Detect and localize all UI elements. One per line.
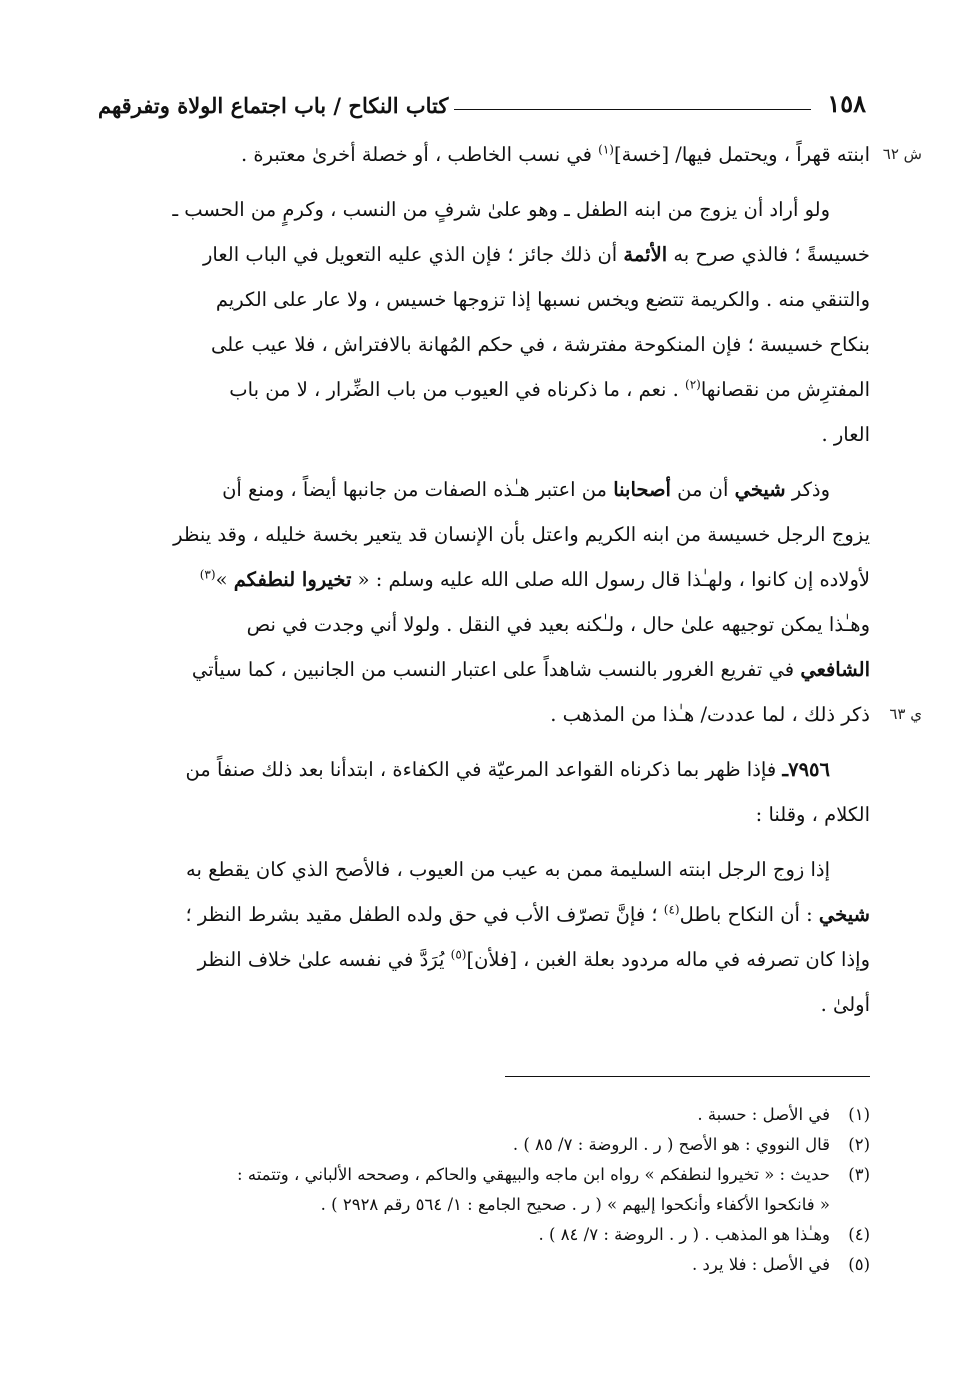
text-line: وإذا كان تصرفه في ماله مردود بعلة الغبن ، [فلأن]$^{(٥)}$ يُرَدَّ في نفسه علىٰ خلاف النظر (197, 947, 870, 971)
text-line: خسيسةً ؛ فالذي صرح به الأئمة أن ذلك جائز ؛ فإن الذي عليه التعويل في الباب العار (203, 243, 870, 266)
text-line: الشافعي في تفريع الغرور بالنسب شاهداً على اعتبار النسب من الجانبين ، كما سيأتي (191, 658, 870, 681)
issue-number: ٧٩٥٦ـ (782, 758, 830, 781)
footnotes (96, 1100, 870, 1280)
text-line: الكلام ، وقلنا : (755, 803, 870, 826)
text-line: العار . (821, 423, 870, 446)
text-line: إذا زوج الرجل ابنته السليمة ممن به عيب من العيوب ، فالأصح الذي كان يقطع به (185, 858, 830, 881)
text-line: وذكر شيخي أن من أصحابنا من اعتبر هـٰذه الصفات من جانبها أيضاً ، ومنع أن (222, 478, 830, 501)
text-line: ي ٦٣ ذكر ذلك ، لما عددت/ هـٰذا من المذهب . (96, 692, 870, 737)
text-line: ولو أراد أن يزوج من ابنه الطفل ـ وهو علىٰ شرفٍ من النسب ، وكرمٍ من الحسب ـ (172, 198, 830, 221)
paragraph (96, 847, 870, 1027)
footnote-continuation: « فانكحوا الأكفاء وأنكحوا إليهم » ( ر . صحيح الجامع : ١/ ٥٦٤ رقم ٢٩٢٨ ) . (320, 1195, 830, 1214)
margin-note-manuscript-y: ي ٦٣ (889, 705, 922, 723)
text-line: المفترِش من نقصانها$^{(٢)}$ . نعم ، ما ذكرناه في العيوب من باب الضِّرار ، لا من باب (229, 377, 870, 401)
text-line: والتنقي منه . والكريمة تتضع ويخس نسبها إذا تزوجها خسيس ، ولا عار على الكريم (215, 288, 870, 311)
footnote: (٣) حديث : « تخيروا لنطفكم » رواه ابن ماجه والبيهقي والحاكم ، وصححه الألباني ، وتتمته : (237, 1165, 870, 1184)
footnote: (٤) وهـٰذا هو المذهب . ( ر . الروضة : ٧/ ٨٤ ) . (538, 1225, 870, 1244)
paragraph (96, 187, 870, 457)
paragraph (96, 747, 870, 837)
running-header (98, 82, 866, 118)
text-line: يزوج الرجل خسيسة من ابنه الكريم واعتل بأن الإنسان قد يتعير بخسة خليله ، وقد ينظر (173, 523, 870, 546)
chapter-title: كتاب النكاح / باب اجتماع الولاة وتفرقهم (98, 93, 449, 118)
paragraph (96, 467, 922, 737)
text-line: ش ٦٢ ابنته قهراً ، ويحتمل فيها/ [خسة]$^{(١)}$ في نسب الخاطب ، أو خصلة أخرىٰ معتبرة . (96, 132, 870, 177)
margin-note-manuscript-sh: ش ٦٢ (882, 145, 922, 163)
footnote: (٢) قال النووي : هو الأصح ( ر . الروضة : ٧/ ٨٥ ) . (512, 1135, 870, 1154)
footnote: (١) في الأصل : حسبة . (697, 1105, 870, 1124)
header-rule (454, 109, 811, 110)
page-number: ١٥٨ (827, 89, 866, 118)
text-line: ٧٩٥٦ـ فإذا ظهر بما ذكرناه القواعد المرعيّة في الكفاءة ، ابتدأنا بعد ذلك صنفاً من (185, 758, 830, 781)
text-line: بنكاح خسيسة ؛ فإن المنكوحة مفترشة ، في حكم المُهانة بالافتراش ، فلا عيب على (210, 333, 870, 356)
text-line: أولىٰ . (820, 993, 870, 1016)
footnote: (٥) في الأصل : فلا يرد . (692, 1255, 870, 1274)
text-line: وهـٰذا يمكن توجيهه علىٰ حال ، ولـٰكنه بعيد في النقل . ولولا أني وجدت في نص (246, 613, 870, 636)
text-line: شيخي : أن النكاح باطل$^{(٤)}$ ؛ فإنَّ تصرّف الأب في حق ولده الطفل مقيد بشرط النظر ؛ (185, 902, 870, 926)
text-line: لأولاده إن كانوا ، ولهـٰذا قال رسول الله صلى الله عليه وسلم : « تخيروا لنطفكم »$^{(٣)}$ (199, 567, 870, 591)
footnote-separator (505, 1076, 870, 1077)
main-text (96, 132, 922, 1027)
